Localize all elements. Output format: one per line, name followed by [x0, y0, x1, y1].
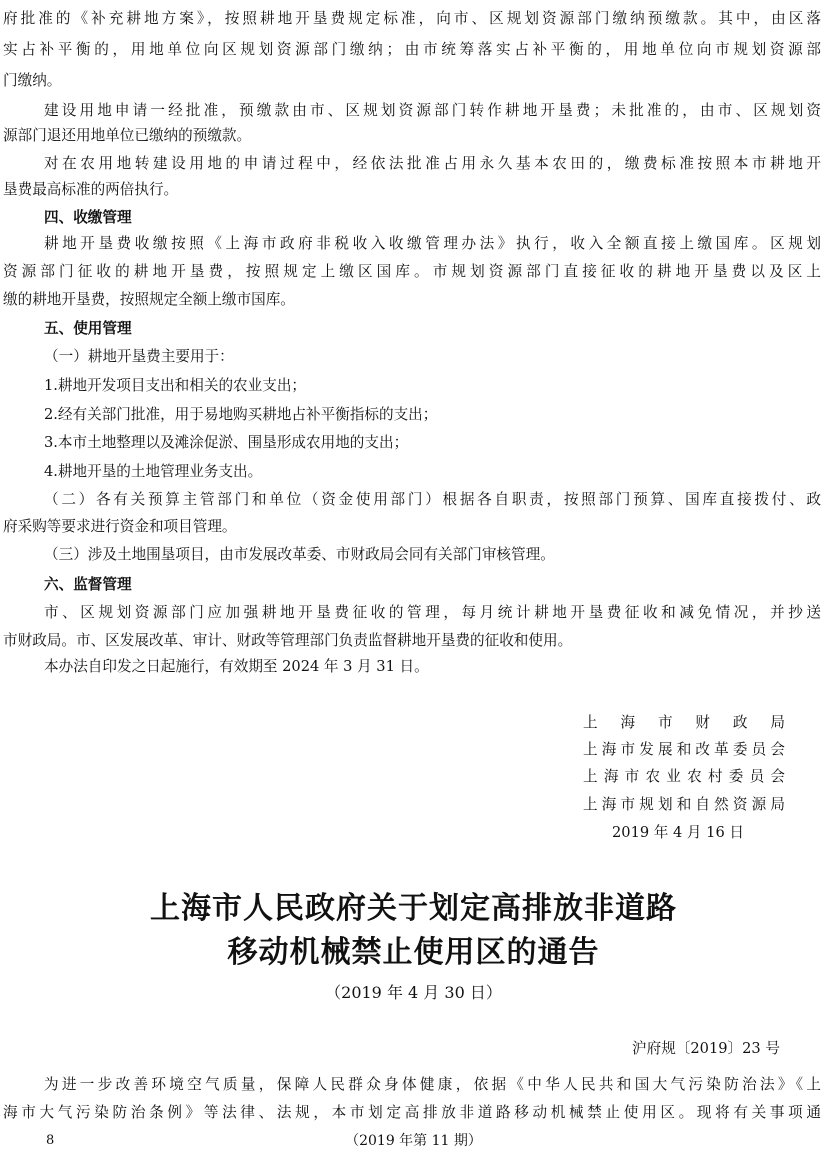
body-line: 垦费最高标准的两倍执行。 [3, 181, 179, 198]
body-line: 为进一步改善环境空气质量，保障人民群众身体健康，依据《中华人民共和国大气污染防治法》《上 [44, 1076, 821, 1093]
section-heading: 四、收缴管理 [44, 209, 132, 226]
notice-title-line1: 上海市人民政府关于划定高排放非道路 [150, 891, 677, 926]
section-heading: 六、监督管理 [44, 576, 132, 593]
body-line: 市、区规划资源部门应加强耕地开垦费征收的管理，每月统计耕地开垦费征收和减免情况，并抄送 [44, 604, 821, 621]
section-heading: 五、使用管理 [44, 320, 132, 337]
effective-date-line: 本办法自印发之日起施行，有效期至 2024 年 3 月 31 日。 [44, 658, 429, 675]
body-line: 海市大气污染防治条例》等法律、法规，本市划定高排放非道路移动机械禁止使用区。现将有关事项通 [3, 1104, 821, 1121]
body-line: 市财政局。市、区发展改革、审计、财政等管理部门负责监督耕地开垦费的征收和使用。 [3, 632, 573, 649]
body-line: 建设用地申请一经批准，预缴款由市、区规划资源部门转作耕地开垦费；未批准的，由市、区规划资 [44, 102, 821, 119]
body-line: 对在农用地转建设用地的申请过程中，经依法批准占用永久基本农田的，缴费标准按照本市耕地开 [44, 155, 821, 172]
body-line: 府采购等要求进行资金和项目管理。 [3, 518, 237, 535]
signatory: 上海市财政局 [583, 714, 785, 731]
notice-date: （2019 年 4 月 30 日） [325, 983, 502, 1002]
body-line: 府批准的《补充耕地方案》，按照耕地开垦费规定标准，向市、区规划资源部门缴纳预缴款。其中，由区落 [3, 10, 821, 27]
body-line: 实占补平衡的，用地单位向区规划资源部门缴纳；由市统筹落实占补平衡的，用地单位向市规划资源部 [3, 41, 821, 58]
list-item: （三）涉及土地围垦项目，由市发展改革委、市财政局会同有关部门审核管理。 [44, 546, 555, 563]
signatory: 上海市发展和改革委员会 [583, 741, 785, 758]
signatory: 上海市规划和自然资源局 [583, 796, 785, 813]
body-line: 资源部门征收的耕地开垦费，按照规定上缴区国库。市规划资源部门直接征收的耕地开垦费以及区上 [3, 263, 821, 280]
list-item: 4.耕地开垦的土地管理业务支出。 [44, 463, 263, 480]
page-number: 8 [46, 1133, 55, 1148]
list-item: （一）耕地开垦费主要用于： [44, 348, 234, 365]
body-line: 源部门退还用地单位已缴纳的预缴款。 [3, 127, 252, 144]
list-item: （二）各有关预算主管部门和单位（资金使用部门）根据各自职责，按照部门预算、国库直接拨付、政 [44, 491, 821, 508]
signatory: 上海市农业农村委员会 [583, 768, 785, 785]
issue-label: （2019 年第 11 期） [345, 1133, 482, 1149]
document-number: 沪府规〔2019〕23 号 [632, 1040, 780, 1057]
body-line: 门缴纳。 [3, 72, 62, 89]
list-item: 3.本市土地整理以及滩涂促淤、围垦形成农用地的支出； [44, 434, 409, 451]
notice-title-line2: 移动机械禁止使用区的通告 [227, 935, 600, 970]
list-item: 1.耕地开发项目支出和相关的农业支出； [44, 377, 307, 394]
body-line: 缴的耕地开垦费，按照规定全额上缴市国库。 [3, 291, 295, 308]
signature-date: 2019 年 4 月 16 日 [612, 824, 744, 841]
body-line: 耕地开垦费收缴按照《上海市政府非税收入收缴管理办法》执行，收入全额直接上缴国库。区规划 [44, 235, 821, 252]
list-item: 2.经有关部门批准，用于易地购买耕地占补平衡指标的支出； [44, 406, 438, 423]
